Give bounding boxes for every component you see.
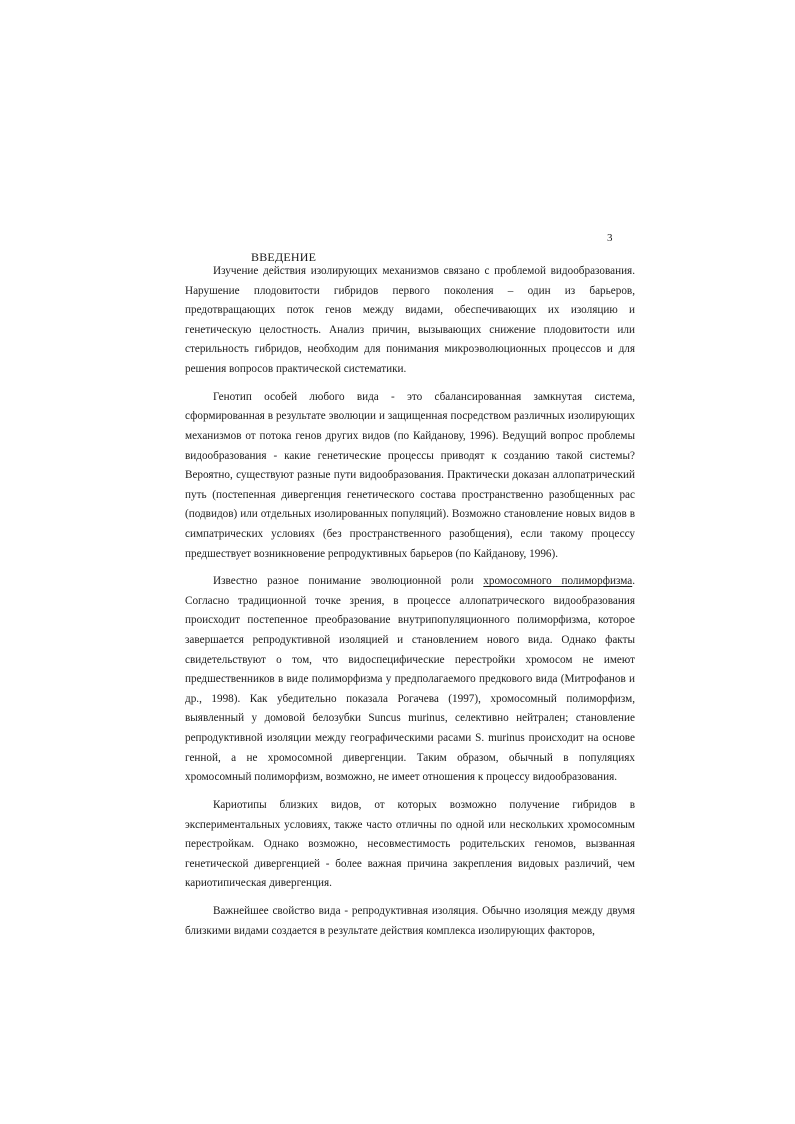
page-number: 3 xyxy=(607,232,613,244)
body-text xyxy=(185,262,635,941)
paragraph-3 xyxy=(185,572,635,788)
paragraph-3-text-after: . Согласно традиционной точке зрения, в процессе аллопатрического видообразования происходит постепенное преобразование внутрипопуляционного полиморфизма, которое завершается репродуктивной изоляцией и становлением нового вида. Однако факты свидетельствуют о том, что видоспецифические перестройки хромосом не имеют предшественников в виде полиморфизма у предполагаемого предкового вида (Митрофанов и др., 1998). Как убедительно показала Рогачева (1997), хромосомный полиморфизм, выявленный у домовой белозубки Suncus murinus, селективно нейтрален; становление репродуктивной изоляции между географическими расами S. murinus происходит на основе генной, а не хромосомной дивергенции. Таким образом, обычный в популяциях хромосомный полиморфизм, возможно, не имеет отношения к процессу видообразования. xyxy=(185,575,635,784)
paragraph-3-text-before: Известно разное понимание эволюционной роли xyxy=(213,575,484,588)
paragraph-4: Кариотипы близких видов, от которых возможно получение гибридов в экспериментальных условиях, также часто отличны по одной или нескольких хромосомным перестройкам. Однако возможно, несовместимость родительских геномов, вызванная генетической дивергенцией - более важная причина закрепления видовых различий, чем кариотипическая дивергенция. xyxy=(185,799,635,890)
paragraph-1: Изучение действия изолирующих механизмов связано с проблемой видообразования. Нарушение плодовитости гибридов первого поколения – один из барьеров, предотвращающих поток генов между видами, обеспечивающих их изоляцию и генетическую целостность. Анализ причин, вызывающих снижение плодовитости или стерильность гибридов, необходим для понимания микроэволюционных процессов и для решения вопросов практической систематики. xyxy=(185,265,635,375)
paragraph-2: Генотип особей любого вида - это сбалансированная замкнутая система, сформированная в результате эволюции и защищенная посредством различных изолирующих механизмов от потока генов других видов (по Кайданову, 1996). Ведущий вопрос проблемы видообразования - какие генетические процессы приводят к созданию такой системы? Вероятно, существуют разные пути видообразования. Практически доказан аллопатрический путь (постепенная дивергенция генетического состава пространственно разобщенных рас (подвидов) или отдельных изолированных популяций). Возможно становление новых видов в симпатрических условиях (без пространственного разобщения), если такому процессу предшествует возникновение репродуктивных барьеров (по Кайданову, 1996). xyxy=(185,390,635,560)
underlined-term: хромосомного полиморфизма xyxy=(483,575,633,588)
section-heading: ВВЕДЕНИЕ xyxy=(251,250,317,264)
paragraph-5: Важнейшее свойство вида - репродуктивная изоляция. Обычно изоляция между двумя близкими видами создается в результате действия комплекса изолирующих факторов, xyxy=(185,905,635,937)
